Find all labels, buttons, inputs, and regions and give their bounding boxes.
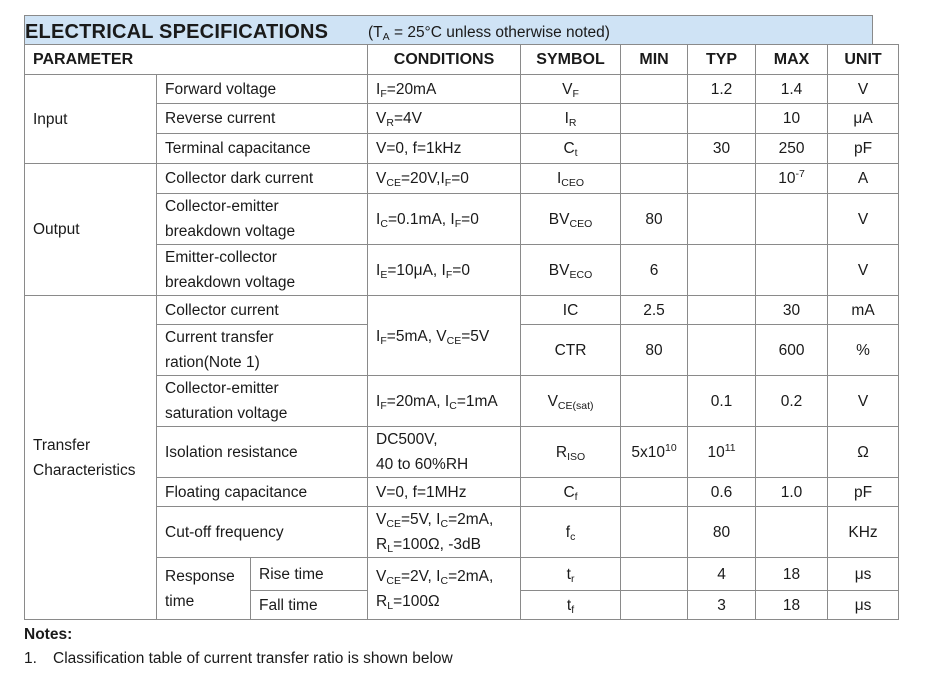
table-row (25, 507, 899, 558)
min-collector-dark-current (621, 164, 688, 194)
sym-collector-current: IC (521, 296, 621, 325)
spec-title-bar (24, 15, 873, 45)
max-collector-current: 30 (756, 296, 828, 325)
cond-forward-voltage: $I_F=20mA$ (368, 75, 521, 104)
sym-emitter-collector-breakdown: $BV_{ECO}$ (521, 245, 621, 296)
notes-title: Notes: (24, 626, 73, 643)
unit-emitter-collector-breakdown: V (828, 245, 899, 296)
sym-fall-time: $t_f$ (521, 591, 621, 620)
table-row (25, 376, 899, 427)
header-symbol: SYMBOL (521, 45, 621, 75)
typ-reverse-current (688, 104, 756, 134)
unit-isolation-resistance: Ω (828, 427, 899, 478)
table-row (25, 104, 899, 134)
param-fall-time: Fall time (251, 591, 368, 620)
param-response-time: Response time (157, 558, 251, 620)
table-row (25, 164, 899, 194)
max-isolation-resistance (756, 427, 828, 478)
header-max: MAX (756, 45, 828, 75)
sym-cut-off-frequency: $f_c$ (521, 507, 621, 558)
cond-emitter-collector-breakdown: $I_E=10\mu A$, $I_F=0$ (368, 245, 521, 296)
typ-cut-off-frequency: 80 (688, 507, 756, 558)
max-terminal-capacitance: 250 (756, 134, 828, 164)
table-row (25, 194, 899, 245)
table-row (25, 558, 899, 591)
unit-reverse-current: μA (828, 104, 899, 134)
sym-rise-time: $t_r$ (521, 558, 621, 591)
param-emitter-collector-breakdown: Emitter-collector breakdown voltage (157, 245, 368, 296)
unit-fall-time: μs (828, 591, 899, 620)
group-transfer-characteristics: Transfer Characteristics (25, 296, 157, 620)
unit-collector-emitter-saturation: V (828, 376, 899, 427)
sym-terminal-capacitance: $C_t$ (521, 134, 621, 164)
cond-collector-dark-current: $V_{CE}=20V,I_F=0$ (368, 164, 521, 194)
max-forward-voltage: 1.4 (756, 75, 828, 104)
unit-collector-emitter-breakdown: V (828, 194, 899, 245)
typ-emitter-collector-breakdown (688, 245, 756, 296)
typ-floating-capacitance: 0.6 (688, 478, 756, 507)
unit-collector-dark-current: A (828, 164, 899, 194)
min-emitter-collector-breakdown: 6 (621, 245, 688, 296)
table-row (25, 134, 899, 164)
group-input: Input (25, 75, 157, 164)
max-cut-off-frequency (756, 507, 828, 558)
min-forward-voltage (621, 75, 688, 104)
header-typ: TYP (688, 45, 756, 75)
cond-collector-current-ctr: $I_F=5mA$, $V_{CE}=5V$ (368, 296, 521, 376)
param-reverse-current: Reverse current (157, 104, 368, 134)
min-cut-off-frequency (621, 507, 688, 558)
typ-collector-emitter-breakdown (688, 194, 756, 245)
max-fall-time: 18 (756, 591, 828, 620)
param-cut-off-frequency: Cut-off frequency (157, 507, 368, 558)
param-collector-emitter-saturation: Collector-emitter saturation voltage (157, 376, 368, 427)
max-collector-emitter-saturation: 0.2 (756, 376, 828, 427)
note-item (24, 650, 453, 668)
cond-terminal-capacitance: V=0, f=1kHz (368, 134, 521, 164)
sym-floating-capacitance: $C_f$ (521, 478, 621, 507)
max-current-transfer-ratio: 600 (756, 325, 828, 376)
sym-reverse-current: $I_R$ (521, 104, 621, 134)
sym-current-transfer-ratio: CTR (521, 325, 621, 376)
table-row (25, 75, 899, 104)
table-row (25, 296, 899, 325)
min-terminal-capacitance (621, 134, 688, 164)
param-rise-time: Rise time (251, 558, 368, 591)
param-current-transfer-ratio: Current transfer ration(Note 1) (157, 325, 368, 376)
param-forward-voltage: Forward voltage (157, 75, 368, 104)
sym-forward-voltage: $V_F$ (521, 75, 621, 104)
typ-rise-time: 4 (688, 558, 756, 591)
param-isolation-resistance: Isolation resistance (157, 427, 368, 478)
header-min: MIN (621, 45, 688, 75)
table-row (25, 245, 899, 296)
note-number: 1. (24, 650, 37, 667)
spec-title: ELECTRICAL SPECIFICATIONS (25, 21, 329, 43)
param-terminal-capacitance: Terminal capacitance (157, 134, 368, 164)
max-floating-capacitance: 1.0 (756, 478, 828, 507)
typ-collector-emitter-saturation: 0.1 (688, 376, 756, 427)
min-collector-current: 2.5 (621, 296, 688, 325)
cond-cut-off-frequency: $V_{CE}=5V$, $I_C=2mA$, $R_L=100\Omega$, -3dB (368, 507, 521, 558)
min-reverse-current (621, 104, 688, 134)
spec-title-condition: ($T_A = 25^\circ C$ unless otherwise noted) (368, 24, 610, 43)
typ-fall-time: 3 (688, 591, 756, 620)
param-collector-emitter-breakdown: Collector-emitter breakdown voltage (157, 194, 368, 245)
max-rise-time: 18 (756, 558, 828, 591)
unit-forward-voltage: V (828, 75, 899, 104)
param-floating-capacitance: Floating capacitance (157, 478, 368, 507)
sym-collector-emitter-breakdown: $BV_{CEO}$ (521, 194, 621, 245)
min-current-transfer-ratio: 80 (621, 325, 688, 376)
table-row (25, 478, 899, 507)
group-output: Output (25, 164, 157, 296)
min-collector-emitter-breakdown: 80 (621, 194, 688, 245)
cond-collector-emitter-saturation: $I_F=20mA$, $I_C=1mA$ (368, 376, 521, 427)
max-collector-dark-current: $10^{-7}$ (756, 164, 828, 194)
param-collector-dark-current: Collector dark current (157, 164, 368, 194)
sym-isolation-resistance: $R_{ISO}$ (521, 427, 621, 478)
header-parameter: PARAMETER (25, 45, 368, 75)
unit-floating-capacitance: pF (828, 478, 899, 507)
sym-collector-dark-current: $I_{CEO}$ (521, 164, 621, 194)
typ-collector-current (688, 296, 756, 325)
min-fall-time (621, 591, 688, 620)
unit-rise-time: μs (828, 558, 899, 591)
typ-current-transfer-ratio (688, 325, 756, 376)
note-text: Classification table of current transfer ratio is shown below (53, 650, 453, 667)
cond-response-time: $V_{CE}=2V$, $I_C=2mA$, $R_L=100\Omega$ (368, 558, 521, 620)
typ-collector-dark-current (688, 164, 756, 194)
typ-forward-voltage: 1.2 (688, 75, 756, 104)
unit-terminal-capacitance: pF (828, 134, 899, 164)
cond-isolation-resistance: DC500V, 40 to 60%RH (368, 427, 521, 478)
electrical-specs-table (24, 44, 899, 620)
header-conditions: CONDITIONS (368, 45, 521, 75)
min-rise-time (621, 558, 688, 591)
typ-isolation-resistance: $10^{11}$ (688, 427, 756, 478)
min-floating-capacitance (621, 478, 688, 507)
param-collector-current: Collector current (157, 296, 368, 325)
cond-reverse-current: $V_R=4V$ (368, 104, 521, 134)
min-collector-emitter-saturation (621, 376, 688, 427)
max-reverse-current: 10 (756, 104, 828, 134)
max-emitter-collector-breakdown (756, 245, 828, 296)
unit-current-transfer-ratio: % (828, 325, 899, 376)
sym-collector-emitter-saturation: $V_{CE(sat)}$ (521, 376, 621, 427)
max-collector-emitter-breakdown (756, 194, 828, 245)
cond-collector-emitter-breakdown: $I_C=0.1mA$, $I_F=0$ (368, 194, 521, 245)
typ-terminal-capacitance: 30 (688, 134, 756, 164)
table-row (25, 427, 899, 478)
table-header-row (25, 45, 899, 75)
header-unit: UNIT (828, 45, 899, 75)
unit-collector-current: mA (828, 296, 899, 325)
cond-floating-capacitance: V=0, f=1MHz (368, 478, 521, 507)
unit-cut-off-frequency: KHz (828, 507, 899, 558)
min-isolation-resistance: $5x10^{10}$ (621, 427, 688, 478)
